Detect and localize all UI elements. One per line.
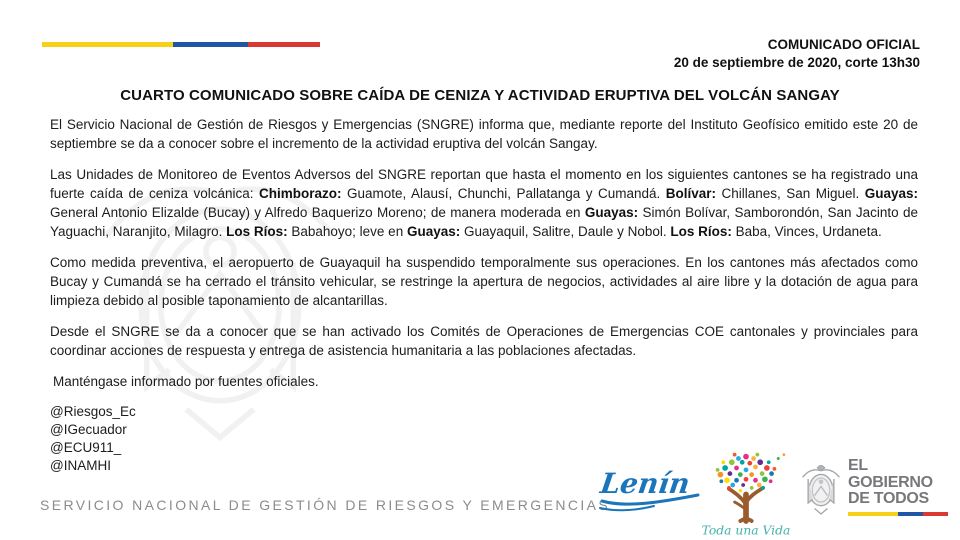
tree-leaves-icon xyxy=(716,453,786,493)
lenin-logo-text: Lenín xyxy=(598,467,692,500)
communique-label: COMUNICADO OFICIAL xyxy=(767,37,920,52)
signature-flourish-2 xyxy=(600,506,654,510)
paragraph-advice: Manténgase informado por fuentes oficiales. xyxy=(53,374,319,389)
page-title: CUARTO COMUNICADO SOBRE CAÍDA DE CENIZA Y ACTIVIDAD ERUPTIVA DEL VOLCÁN SANGAY xyxy=(120,87,840,104)
gobierno-de-todos-logo xyxy=(798,458,942,534)
date-line: 20 de septiembre de 2020, corte 13h30 xyxy=(673,54,920,70)
paragraph-4: Desde el SNGRE se da a conocer que se han activado los Comités de Operaciones de Emergencias COE cantonales y provinciales para coordinar acciones de respuesta y entrega de asistencia humanitaria a las poblaciones afectadas. xyxy=(50,324,918,358)
social-handle-igecuador: @IGecuador xyxy=(50,422,127,437)
toda-una-vida-logo xyxy=(698,449,794,539)
flag-blue-segment xyxy=(898,512,923,516)
gobierno-text-block xyxy=(848,458,948,516)
flag-yellow-segment xyxy=(42,42,173,47)
social-handle-ecu911: @ECU911_ xyxy=(50,440,122,455)
flag-red-segment xyxy=(923,512,948,516)
lenin-signature-logo xyxy=(596,460,704,516)
paragraph-1: El Servicio Nacional de Gestión de Riesgos y Emergencias (SNGRE) informa que, mediante reporte del Instituto Geofísico emitido este 20 de septiembre se da a conocer sobre el incremento de la actividad eruptiva del volcán Sangay. xyxy=(50,117,918,151)
paragraph-2: Las Unidades de Monitoreo de Eventos Adversos del SNGRE reportan que hasta el momento en los siguientes cantones se ha registrado una fuerte caída de ceniza volcánica: Chimborazo: Guamote, Alausí, Chunchi, Pallatanga y Cumandá. Bolívar: Chillanes, San Miguel. Guayas: General Antonio Elizalde (Bucay) y Alfredo Baquerizo Moreno; de manera moderada en Guayas: Simón Bolívar, Samborondón, San Jacinto de Yaguachi, Naranjito, Milagro. Los Ríos: Babahoyo; leve en Guayas: Guayaquil, Salitre, Daule y Nobol. Los Ríos: Baba, Vinces, Urdaneta. xyxy=(50,167,918,239)
social-handle-riesgos: @Riesgos_Ec xyxy=(50,404,136,419)
sngre-wordmark: SERVICIO NACIONAL DE GESTIÓN DE RIESGOS Y EMERGENCIAS xyxy=(40,497,611,513)
gobierno-line-2: GOBIERNO xyxy=(848,473,933,491)
flag-yellow-segment xyxy=(848,512,898,516)
flag-red-segment xyxy=(248,42,320,47)
social-handle-inamhi: @INAMHI xyxy=(50,458,111,473)
tree-trunk-icon xyxy=(729,488,763,521)
gobierno-flag-bar xyxy=(848,512,948,516)
gobierno-line-1: EL xyxy=(848,457,868,474)
body-copy xyxy=(50,115,918,475)
ecuador-flag-bar xyxy=(42,42,320,47)
flag-blue-segment xyxy=(173,42,248,47)
ecuador-coat-of-arms-icon xyxy=(798,461,844,521)
header-block xyxy=(674,36,920,71)
paragraph-3: Como medida preventiva, el aeropuerto de Guayaquil ha suspendido temporalmente sus operaciones. En los cantones más afectados como Bucay y Cumandá se ha cerrado el tránsito vehicular, se restringe la apertura de negocios, actividades al aire libre y la dotación de agua para limpieza debido al posible taponamiento de alcantarillas. xyxy=(50,255,918,308)
gobierno-line-3: DE TODOS xyxy=(848,490,929,507)
vida-logo-text: Toda una Vida xyxy=(701,523,791,538)
